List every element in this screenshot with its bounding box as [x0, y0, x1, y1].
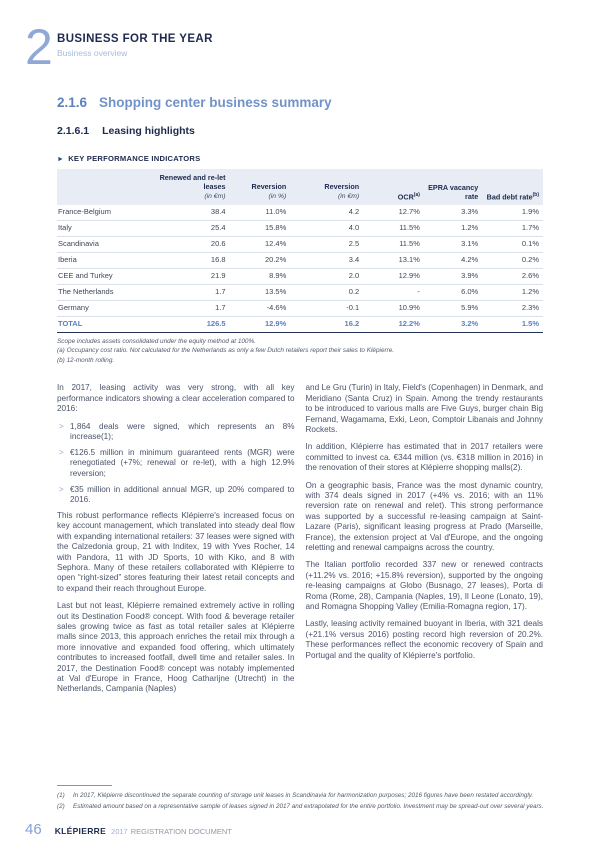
row-label: Scandinavia [57, 236, 149, 252]
right-column [306, 383, 544, 701]
footnote-marker: (2) [57, 802, 65, 810]
cell-value: 25.4 [149, 220, 229, 236]
bullet-text: €126.5 million in minimum guaranteed rents (MGR) were renegotiated (+7%; renewal or re-let), with a high 12.9% reversion; [70, 447, 295, 478]
row-label: CEE and Turkey [57, 268, 149, 284]
cell-value: 1.5% [482, 316, 543, 332]
cell-value: 5.9% [424, 300, 482, 316]
cell-value: 4.2% [424, 252, 482, 268]
column-header: EPRA vacancy rate [424, 169, 482, 205]
main-content [57, 95, 543, 702]
chapter-number: 2 [25, 19, 53, 75]
cell-value: 3.2% [424, 316, 482, 332]
section-title [57, 95, 543, 110]
cell-value: 1.7 [149, 300, 229, 316]
column-header: Reversion (in €m) [290, 169, 363, 205]
cell-value: 12.9% [363, 268, 424, 284]
cell-value: 2.3% [482, 300, 543, 316]
table-row [57, 220, 543, 236]
cell-value: 6.0% [424, 284, 482, 300]
column-header: Renewed and re-let leases (in €m) [149, 169, 229, 205]
document-title: REGISTRATION DOCUMENT [130, 827, 232, 836]
cell-value: 0.2 [290, 284, 363, 300]
table-note: (a) Occupancy cost ratio. Not calculated for the Netherlands as only a few Dutch retailers report their sales to Klépierre. [57, 347, 395, 355]
cell-value: 2.6% [482, 268, 543, 284]
chapter-title: BUSINESS FOR THE YEAR [57, 33, 213, 45]
subsection-title-text: Leasing highlights [102, 125, 195, 137]
cell-value: 3.9% [424, 268, 482, 284]
cell-value: 8.9% [230, 268, 291, 284]
chapter-titles [57, 33, 213, 58]
kpi-table-header-row [57, 169, 543, 205]
column-header: Reversion (in %) [230, 169, 291, 205]
cell-value: 126.5 [149, 316, 229, 332]
cell-value: 3.3% [424, 205, 482, 221]
bullet-item [59, 485, 295, 506]
chevron-bullet-icon: > [59, 447, 64, 457]
brand-name: KLÉPIERRE [54, 826, 107, 836]
table-notes [57, 337, 543, 367]
cell-value: 1.7% [482, 220, 543, 236]
kpi-table [57, 169, 543, 333]
cell-value: 12.4% [230, 236, 291, 252]
cell-value: 0.1% [482, 236, 543, 252]
table-note: (b) 12-month rolling. [57, 357, 115, 365]
section-title-text: Shopping center business summary [99, 95, 332, 110]
chapter-header [25, 19, 213, 75]
row-label: Italy [57, 220, 149, 236]
table-row [57, 252, 543, 268]
row-label: France-Belgium [57, 205, 149, 221]
chapter-subtitle: Business overview [57, 48, 128, 58]
footnote-text: In 2017, Klépierre discontinued the separate counting of storage unit leases in Scandinavia for harmonization purposes; 2016 figures have been restated accordingly. [73, 792, 534, 800]
chevron-bullet-icon: > [59, 421, 64, 431]
column-header: OCR$^{(a)}$ [363, 169, 424, 205]
table-row [57, 300, 543, 316]
body-paragraph: Last but not least, Klépierre remained extremely active in rolling out its Destination Food® concept. With food & beverage retailer sales growing twice as fast as total retailer sales at Klépierre malls since 2013, this approach enriches the retail mix through a more innovative and expanded food offering, which ultimately contributes to increased footfall, dwell time and retailer sales. In 2017, the Destination Food® concept was notably implemented at Val d'Europe in France, Hoog Catharijne (Utrecht) in the Netherlands, Campania (Naples) [57, 601, 295, 694]
cell-value: 12.9% [230, 316, 291, 332]
triangle-bullet-icon: ► [57, 156, 65, 163]
cell-value: 10.9% [363, 300, 424, 316]
cell-value: 13.1% [363, 252, 424, 268]
subsection-title [57, 125, 543, 137]
cell-value: 1.9% [482, 205, 543, 221]
bottom-notes [57, 785, 570, 812]
row-label-column-header [57, 169, 149, 205]
cell-value: 1.7 [149, 284, 229, 300]
footnote-text: Estimated amount based on a representative sample of leases signed in 2017 and extrapolated for the entire portfolio. Investment may be spread-out over several years. [73, 802, 544, 810]
section-number: 2.1.6 [57, 95, 88, 110]
footnote-marker: (1) [57, 792, 65, 800]
page-number: 46 [25, 821, 42, 838]
cell-value: 11.5% [363, 236, 424, 252]
body-paragraph: Lastly, leasing activity remained buoyant in Iberia, with 321 deals (+21.1% versus 2016) posting record high reversion of 20.2%. These performances reflect the economic recovery of Spain and Portugal and the quality of Klépierre's portfolio. [305, 619, 543, 660]
table-row [57, 205, 543, 221]
table-note: Scope includes assets consolidated under the equity method at 100%. [57, 337, 256, 345]
row-label: The Netherlands [57, 284, 149, 300]
table-row [57, 268, 543, 284]
cell-value: 38.4 [149, 205, 229, 221]
subsection-number: 2.1.6.1 [57, 125, 90, 137]
cell-value: 11.0% [230, 205, 291, 221]
cell-value: 20.2% [230, 252, 291, 268]
column-header: Bad debt rate$^{(b)}$ [482, 169, 543, 205]
cell-value: 1.2% [482, 284, 543, 300]
cell-value: 16.2 [290, 316, 363, 332]
cell-value: 2.0 [290, 268, 363, 284]
page-footnote [57, 802, 570, 812]
body-paragraph: The Italian portfolio recorded 337 new or renewed contracts (+11.2% vs. 2016; +15.8% reversion), supported by the ongoing re-leasing campaigns at Globo (Busnago, 27 leases), Porta di Roma (Rome, 28), Campania (Naples, 19), Il Leone (Lonato, 19), and Romagna Shopping Valley (Emilia-Romagna region, 17). [305, 560, 543, 612]
cell-value: 3.1% [424, 236, 482, 252]
row-label: Germany [57, 300, 149, 316]
table-row [57, 284, 543, 300]
cell-value: 12.2% [363, 316, 424, 332]
table-row [57, 236, 543, 252]
kpi-table-body [57, 205, 543, 333]
cell-value: 16.8 [149, 252, 229, 268]
bullet-item [59, 422, 295, 443]
body-paragraph: On a geographic basis, France was the most dynamic country, with 374 deals signed in 2017 (+4% vs. 2016; with an 11% reversion rate on renewal and relet). This strong performance was supported by a successful re-leasing campaign at Saint-Lazare (Paris), significant leasing progress at Prado (Marseille, France), the extension project at Val d'Europe, and the ongoing reletting and renewal campaigns across the country. [305, 480, 543, 552]
cell-value: 15.8% [230, 220, 291, 236]
cell-value: 1.2% [424, 220, 482, 236]
cell-value: 13.5% [230, 284, 291, 300]
cell-value: 21.9 [149, 268, 229, 284]
page-footnote [57, 791, 570, 801]
cell-value: - [363, 284, 424, 300]
left-column [57, 383, 295, 701]
cell-value: 4.2 [290, 205, 363, 221]
bullet-text: 1,864 deals were signed, which represents an 8% increase(1); [70, 421, 295, 441]
chevron-bullet-icon: > [59, 484, 64, 494]
kpi-heading-label: KEY PERFORMANCE INDICATORS [68, 154, 201, 163]
row-label: TOTAL [57, 316, 149, 332]
cell-value: 11.5% [363, 220, 424, 236]
footnote-divider [57, 785, 112, 786]
cell-value: -4.6% [230, 300, 291, 316]
bullet-item [59, 448, 295, 479]
page-footer [25, 821, 232, 838]
kpi-heading [57, 154, 543, 163]
cell-value: 3.4 [290, 252, 363, 268]
cell-value: -0.1 [290, 300, 363, 316]
cell-value: 0.2% [482, 252, 543, 268]
cell-value: 2.5 [290, 236, 363, 252]
body-paragraph: and Le Gru (Turin) in Italy, Field's (Copenhagen) in Denmark, and Meridiano (Santa Cruz) in Spain. Among the trendy restaurants to be introduced to various malls are Five Guys, burger chain Big Fernand, Wagamama, Exki, Leon, Comptoir Libanais and Johnny Rockets. [305, 383, 543, 434]
body-paragraph: In 2017, leasing activity was very strong, with all key performance indicators showing a clear acceleration compared to 2016: [57, 383, 295, 414]
row-label: Iberia [57, 252, 149, 268]
cell-value: 12.7% [363, 205, 424, 221]
body-paragraph: This robust performance reflects Klépierre's increased focus on key account management, which translated into steady deal flow with expanding international retailers: 37 leases were signed with the Calzedonia group, 21 with Inditex, 19 with Yves Rocher, 14 with Pandora, 11 with JD Sports, 10 with Kiko, and 8 with Sephora. Many of these retailers collaborated with Klépierre to open “right-sized” stores featuring their latest retail concepts and to expand their reach throughout Europe. [57, 510, 295, 593]
table-total-row [57, 316, 543, 332]
cell-value: 4.0 [290, 220, 363, 236]
document-year: 2017 [111, 827, 128, 836]
cell-value: 20.6 [149, 236, 229, 252]
body-paragraph: In addition, Klépierre has estimated that in 2017 retailers were committed to invest ca. €344 million (vs. €318 million in 2016) in the renovation of their stores at Klépierre shopping malls(2). [305, 442, 543, 473]
page-footnotes [57, 791, 570, 812]
bullet-text: €35 million in additional annual MGR, up 20% compared to 2016. [70, 484, 295, 504]
body-columns [57, 383, 543, 701]
